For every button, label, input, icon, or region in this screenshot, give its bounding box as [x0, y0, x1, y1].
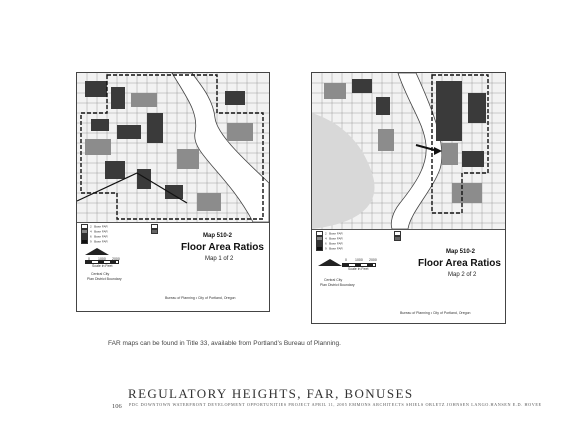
map-number: Map 510-2 [446, 249, 476, 255]
map-credit: Bureau of Planning • City of Portland, Oregon [400, 311, 471, 315]
scale-tick-1000: 1000 [355, 258, 363, 262]
map-number: Map 510-2 [203, 233, 233, 239]
far-map-sheet-2 [311, 72, 506, 324]
map-title: Floor Area Ratios [418, 258, 501, 269]
map-subtitle: Map 2 of 2 [448, 272, 477, 278]
boundary-line-2: Plan District Boundary [87, 277, 122, 281]
map-credit: Bureau of Planning • City of Portland, Oregon [165, 296, 236, 300]
scale-tick-2000: 2000 [112, 257, 120, 261]
page-number: 106 [112, 403, 122, 410]
scale-label: Scale in Feet [92, 264, 113, 268]
far-map-image-1 [77, 73, 269, 223]
scale-label: Scale in Feet [348, 267, 369, 271]
far-map-sheet-1 [76, 72, 270, 312]
map-legend-2: 2 Base FAR 4 Base FAR 6 Base FAR 9 Base FAR [316, 231, 343, 251]
footer-credits: PDC DOWNTOWN WATERFRONT DEVELOPMENT OPPORTUNITIES PROJECT APRIL 11, 2005 EMMONS ARCHITECTS SHIELS OBLETZ JOHNSEN LANGO.HANSEN E.D. HOVEE [129, 402, 542, 407]
scale-tick-2000: 2000 [369, 258, 377, 262]
boundary-line-2: Plan District Boundary [320, 283, 355, 287]
scale-tick-0: 0 [345, 258, 347, 262]
map-title: Floor Area Ratios [181, 242, 264, 253]
map-legend-1b [151, 224, 161, 234]
boundary-line-1: Central City [91, 272, 110, 276]
scale-tick-0: 0 [88, 257, 90, 261]
caption: FAR maps can be found in Title 33, available from Portland’s Bureau of Planning. [108, 340, 341, 347]
map-legend-2b [394, 231, 404, 241]
page-title: REGULATORY HEIGHTS, FAR, BONUSES [128, 386, 414, 401]
scale-tick-1000: 1000 [98, 257, 106, 261]
north-arrow-icon [85, 248, 109, 255]
map-subtitle: Map 1 of 2 [205, 256, 234, 262]
boundary-line-1: Central City [324, 278, 343, 282]
north-arrow-icon [318, 259, 342, 266]
far-map-image-2 [312, 73, 505, 230]
map-legend-1: 2 Base FAR 4 Base FAR 6 Base FAR 9 Base FAR [81, 224, 108, 244]
